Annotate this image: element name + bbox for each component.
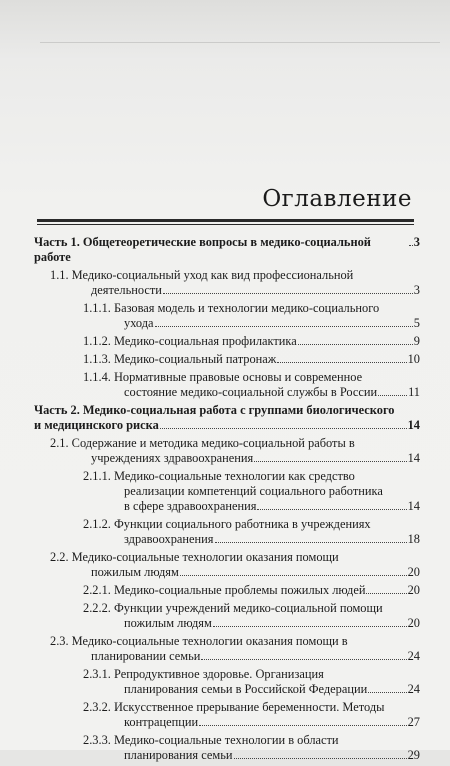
toc-line [83,469,420,484]
toc-line-text: 2.3.1. Репродуктивное здоровье. Организация [83,667,324,681]
toc-line-text: 2.3.3. Медико-социальные технологии в области [83,733,339,747]
toc-line [83,667,420,682]
toc-line [50,565,420,580]
toc-entry [34,352,420,367]
toc-line-text: 2.1.2. Функции социального работника в учреждениях [83,517,371,531]
toc-line-text: планирования семьи [124,748,233,762]
toc-line [50,283,420,298]
toc-line-text: 2.3.2. Искусственное прерывание беременности. Методы [83,700,385,714]
toc-line-text: 2.1. Содержание и методика медико-социальной работы в [50,436,355,450]
toc-line-text: 1.1.1. Базовая модель и технологии медико-социального [83,301,380,315]
leader-dots [201,659,406,660]
toc-line [83,499,420,514]
toc-line [83,352,420,367]
leader-dots [180,575,407,576]
page-number: 5 [413,316,420,330]
toc-line-text: пожилым людям [124,616,212,630]
toc-entry [34,634,420,664]
toc-entry [34,601,420,631]
leader-dots [257,509,406,510]
toc-line-text: 1.1. Медико-социальный уход как вид профессиональной [50,268,354,282]
toc-line [83,532,420,547]
title-rule-thick [37,219,414,222]
leader-dots [366,593,406,594]
toc-line [83,748,420,763]
toc-line [50,634,420,649]
table-of-contents [34,235,420,766]
toc-line [83,733,420,748]
page-title: Оглавление [262,186,412,212]
leader-dots [378,395,407,396]
leader-dots [213,626,407,627]
toc-line-text: здравоохранения [124,532,214,546]
toc-line [83,682,420,697]
toc-line-text: состояние медико-социальной службы в России [124,385,378,399]
toc-line [34,418,420,433]
leader-dots [215,542,407,543]
toc-line [83,517,420,532]
page-number: 18 [407,532,420,546]
toc-line-text: реализации компетенций социального работника [124,484,383,498]
toc-entry [34,700,420,730]
toc-line-text: Часть 2. Медико-социальная работа с группами биологического [34,403,395,417]
toc-line-text: 1.1.3. Медико-социальный патронаж [83,352,277,366]
leader-dots [277,362,406,363]
leader-dots [199,725,406,726]
toc-line [83,316,420,331]
toc-entry [34,334,420,349]
toc-line [83,715,420,730]
toc-line [50,649,420,664]
toc-line-text: 2.3. Медико-социальные технологии оказания помощи в [50,634,348,648]
toc-line-text: 2.1.1. Медико-социальные технологии как средство [83,469,355,483]
page-number: 14 [407,418,420,432]
toc-line [50,268,420,283]
toc-entry [34,370,420,400]
toc-entry [34,583,420,598]
toc-line-text: Часть 1. Общетеоретические вопросы в медико-социальной работе [34,235,371,264]
leader-dots [298,344,413,345]
page-number: 14 [407,499,420,513]
toc-entry [34,301,420,331]
toc-line-text: деятельности [91,283,162,297]
toc-entry [34,550,420,580]
toc-line [83,484,420,499]
toc-line [83,601,420,616]
toc-line [50,436,420,451]
toc-entry [34,268,420,298]
page-number: 24 [407,682,420,696]
page-number: 3 [413,283,420,297]
leader-dots [409,245,413,246]
toc-line [34,403,420,418]
toc-line [83,616,420,631]
toc-line-text: учреждениях здравоохранения [91,451,254,465]
page-number: 20 [407,565,420,579]
page-number: 3 [413,235,420,249]
toc-line [83,385,420,400]
page-number: 20 [407,583,420,597]
toc-line [83,700,420,715]
toc-line-text: в сфере здравоохранения [124,499,257,513]
toc-entry [34,667,420,697]
toc-entry [34,436,420,466]
page-number: 29 [407,748,420,762]
toc-line [34,235,420,265]
toc-line-text: 1.1.2. Медико-социальная профилактика [83,334,297,348]
bleed-through-header [40,28,440,43]
toc-line [83,301,420,316]
toc-line-text: 2.2. Медико-социальные технологии оказания помощи [50,550,339,564]
leader-dots [254,461,406,462]
toc-line-text: планирования семьи в Российской Федерации [124,682,368,696]
toc-entry [34,517,420,547]
toc-line-text: контрацепции [124,715,199,729]
toc-line-text: 1.1.4. Нормативные правовые основы и современное [83,370,363,384]
toc-entry [34,733,420,763]
toc-line [50,451,420,466]
leader-dots [368,692,406,693]
title-rule-thin [37,224,414,225]
leader-dots [155,326,413,327]
page-number: 10 [407,352,420,366]
toc-part-entry [34,403,420,433]
toc-line-text: ухода [124,316,154,330]
page-number: 14 [407,451,420,465]
leader-dots [160,428,407,429]
toc-line-text: 2.2.1. Медико-социальные проблемы пожилых людей [83,583,366,597]
toc-line-text: пожилым людям [91,565,179,579]
toc-part-entry [34,235,420,265]
toc-line [83,370,420,385]
page-number: 27 [407,715,420,729]
page-number: 9 [413,334,420,348]
toc-entry [34,469,420,514]
toc-line-text: планировании семьи [91,649,201,663]
leader-dots [234,758,407,759]
toc-line [50,550,420,565]
page-number: 24 [407,649,420,663]
page-number: 11 [408,385,420,399]
toc-line [83,334,420,349]
toc-line-text: и медицинского риска [34,418,159,432]
page-number: 20 [407,616,420,630]
toc-line [83,583,420,598]
leader-dots [163,293,413,294]
toc-line-text: 2.2.2. Функции учреждений медико-социальной помощи [83,601,383,615]
